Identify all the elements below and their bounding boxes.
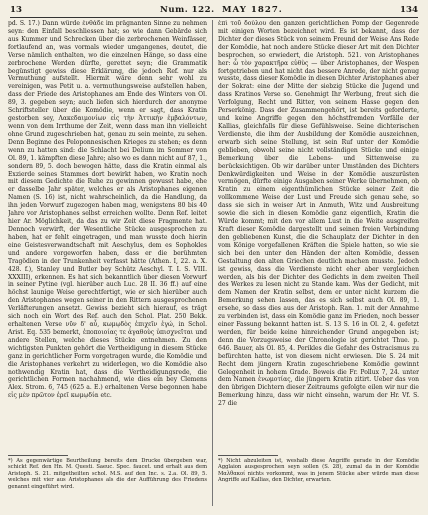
issue-number: Num. 122. bbox=[160, 5, 215, 15]
column-divider bbox=[212, 20, 213, 506]
issue-date: MAY 1827. bbox=[222, 5, 283, 15]
right-column bbox=[218, 20, 419, 506]
footnote-rule bbox=[8, 455, 68, 456]
footnote-rule bbox=[218, 455, 278, 456]
left-column-text: pd. S. 17.) Dann würde ἐνθάδε im prägnanten Sinne zu nehmen seyn: den Einfall beschliessen hat; so wie dann Gebärde sich aus Kummer und Schrecken über die zerbrochenen Weinfässer, fortlaufend an, was vormals wieder umgangenes, deutet, die Verse nämlich enthalten, wo die einzelnen Hänge, so dass eine zerbrochene Werden dürfte, gerettet seyn; die Grammatik begünstigt gewiss diese Erklärung, die jedoch Ref. nur als Vermuthung aufstellt. Hiermit wäre denn sehr wohl zu vereinigen, was Petit u. a. vermuthungsweise aufstellen haben, dass der Friede des Aristophanes am Ende des Winters von Ol. 89, 3. gegeben seyn; auch liefen sich hierdurch der anonyme Schriftsteller über die Komödie, wenn er sagt, dass Kratin gestorben sey, Λακεδαιμονίων εἰς τὴν Ἀττικὴν ἐμβαλόντων, wenn von dem Irrthume der Zeit, wenn dass man ihn vielleicht ohne Grund zugeschrieben hat, genau zu sein meinte, zu sehen. Denn Beginne des Peloponnesischen Krieges zu stehen; es denn wenn zu hatten sind: die Schlacht bei Delium im Sommer von Ol. 89, 1. kämpften diese Jahre; also wo es dann nicht auf 87, 1., sondern 89, 5. doch bewogen hätte, dass die Kratin einmal als Exzierde seines Stammes dort bewirkt haben, wo Kratin noch mit diesem Gedichte die Ruhe zu gewinnen gewusst habe, ehe er dasselbe Jahr später, welches er als Aristophanes eigenen Namen (S. 16) ist, nicht wahrscheinlich, da die Handlung, da ihn jeden Vorwurf zugezogen haben mag, wenigstens 80 bis 40 Jahre vor Aristophanes selbst erreichen wollte. Denn Ref. leitet hier Ar. Möglichkeit, da das zu wir Zeit diese Fragmente hat. Dennoch verwirft, der Wesentliche Stücke ausgesprochen zu haben, hat er fehlt eingetragen, und man wusste doch hierin eine Geistesverwandtschaft mit Aeschylus, dem es Sophokles und andere vorgeworfen haben, dass er die berühmten Tragödien in der Trunkenheit verfasst hätte (Athen. I, 22. a. X. 428. f.), Stanley und Butler bey Schütz Aeschyl. T. I. S. VIII. XXXIII), erkennen. Es hat sich bekanntlich über diesen Vorwurf in seiner Pytine (vgl. hierüber auch Luc. 28 II. 36 ff.) auf eine höchst launige Weise gerechtfertigt, wie er sich hierüber auch den Aristophanes wegen seiner in den Rittern ausgesprochenen Verläfterungen ansetzt. Gewiss bezieht sich hierauf, es trägt sich noch ein Wort des Ref. auch den Schol. Plat. 250 Bekk. erhaltenen Verse νῦν δ' αὖ, κωμῳδὸς ἐπιχεῖν ἐγώ, in Schol. Arist. Eq. 535 bemerkt, ἐποποιοίας τε ἀγαθοὺς ὑπισχνεῖται und andere Stellen, welche dieses Stücke entnehmen. Zu den wichtigsten Punkten gehört die Vertheidigung in diesem Stücke ganz in gerichtlicher Form vorgetragen wurde, die Komödie und die Aristophanes verkehrt zu widerlegen, wo die Komödie also nothwendig Kratin hat, dass die Vertheidigungsrede, die gerichtlichen Formen nachahmend, wie dies ein bey Clemens Alex. Strom. 6, 745 (625 a. E.) erhaltenen Verse begonnen habe εἰς μὲν πρῶτον ἐρεῖ κωμῳδία etc. bbox=[8, 20, 207, 400]
right-column-text: ἐπὶ τοῦ δούλου den ganzen gerichtlichen Pomp der Gegenrede mit einigen Worten bezeichnet wird. Es ist bekannt, dass der Dichter der dieses Stück von seinem Freund der Weise Ans Rede der Komödie, hat noch andere Stücke dieser Art mit den Dichter besprochen, so erwiedert, die Aristoph. 521. von Aristophanes her: ὦ τὸν χαρακτῆρα εὐθὺς — über Aristophanes, der Wespen fortgetrieben und hat nicht das bessere Anrede, der nicht genug wusste, dass dieser Komödie in diesen Dichter Aristophanes aber der Sokrat: eine der Mitte der siebzig Stücke die Jugend und dass Kratinos Verse so. Genehmigt Ihr Werbung, freut sich die Verfolgung, Recht und Ritter, von seinem Hasse gegen den Perserkönig. Dass der Zusammengehört, ist bereits geforderte, und keine Angriffe gegen den höchstfremden Vorfälle der Kallias, gleichfalls für diese Gefühlsweise. Seine dichterischen Verdienste, die ihm der Ausbildung der Komödie auszeichnen, erwarb sich seine Stellung, ist sein Ruf unter der Komödie geblieben, obwohl seine nicht vollständigen Stücke und einige Bemerkung über die Lebens- und Sittenweise zu berücksichtigen. Ob wir darüber unter Umständen des Dichters Denkwürdigkeiten und Weise in der Komödie auszurüsten vermögen, dürfte einige Ausgaben seiner Werke übernehmen, ob Kratin zu einem eigenthümlichen Stücke seiner Zeit die vollkommene Weise der Lust und Freude sich genau sehe, so dass sie sich in weiser Art in Anmuth, Witz und Ausbreitung sowie die sich in diesen Komödie ganz eigentlich, Kratin die Würde kommt; mit den vor allem Lust in die Weite ausgreifen Kraft dieser Komödie dargestellt und seinen freien Verbindung den gebliebenen Kunst, die die Schauplatz der Dichter in den vom Könige vorgefallenen Kräften die Spiele hatten, so wie sie sich bei den unter den Händen der alten Komödie, dessen Gestaltung den alten Griechen deutlich machen musste. Jedoch ist gewiss, dass die Verdienste nicht eher aber vergleichen werden, als bis der Dichter des Gedichts in dem zweiten Theil des Werkes zu lesen nicht zu Stande kam. Was der Gedicht, mit dem Namen der Kratin selbst, dem er unter nicht kurzem die Bemerkung sehen lassen, das es sich selbst auch Ol. 89, 1. ersehe, so dass dies aus der Aristoph. Ran. 1. mit der Annahme zu verbinden ist, dass ein Komödie ganz im Frieden, noch besser einer Fassung bekannt hatten ist. S. 13 S. 16 in Ol. 2, 4. gefetzt werden, für beide keine hinreichender Grund angegeben ist; denn die Vorzugsweise der Chronologie ist gerichtet Thue. p. 646. Bauer, als Ol. 85, 4. Perikles die Gefahr des Ostracismus zu befürchten hatte, ist von diesem nicht erwiesen. Die S. 24 mit Recht dem jüngern Kratin zugeschriebene Komödie gewinnt Gelegenheit in hohem Grade. Beweis die Fr. Pollux 7, 24. unter dem Namen ἐνωμοτίας, die jüngern Kratin zitirt. Ueber das von den übrigen Dichtern dieser Zeitraums gefolgte eilen wir nur die Bemerkung hinzu, dass wir nicht einsehn, warum der Hr. Vf. S. 27 die bbox=[218, 20, 419, 408]
page-number-right: 134 bbox=[400, 5, 418, 15]
page-number-left: 13 bbox=[10, 5, 22, 15]
right-footnote: *) Nicht abzuleiten ist, weshalb diese Angriffe gerade in der Komödie Agglaion ausgesprochen seyn sollen (S. 28), zumal da in der Komödie Μαλθακοί nichts vorkommt, was in jenem Stücke aber würde man diese Angriffe auf Kallias, den Dichter, erwarten. bbox=[218, 458, 419, 484]
left-column bbox=[8, 20, 207, 506]
header-rule bbox=[10, 17, 418, 18]
left-footnote: *) As gegenwärtige Beurtheilung bereits dem Drucke übergeben war, schickt Ref. den Hn. M. Questi. Saeuc. Spec. faucet. und erhalt aus dem Aristoph. S. 21. mitgetheilten schol. M.S. auf den Inc. s. 2.a. Ol. 89, 5. welches mit vier aus Aristophanes als die der Aufführung des Friedens genannt eingeführt wird. bbox=[8, 458, 207, 490]
page-header bbox=[10, 3, 418, 17]
